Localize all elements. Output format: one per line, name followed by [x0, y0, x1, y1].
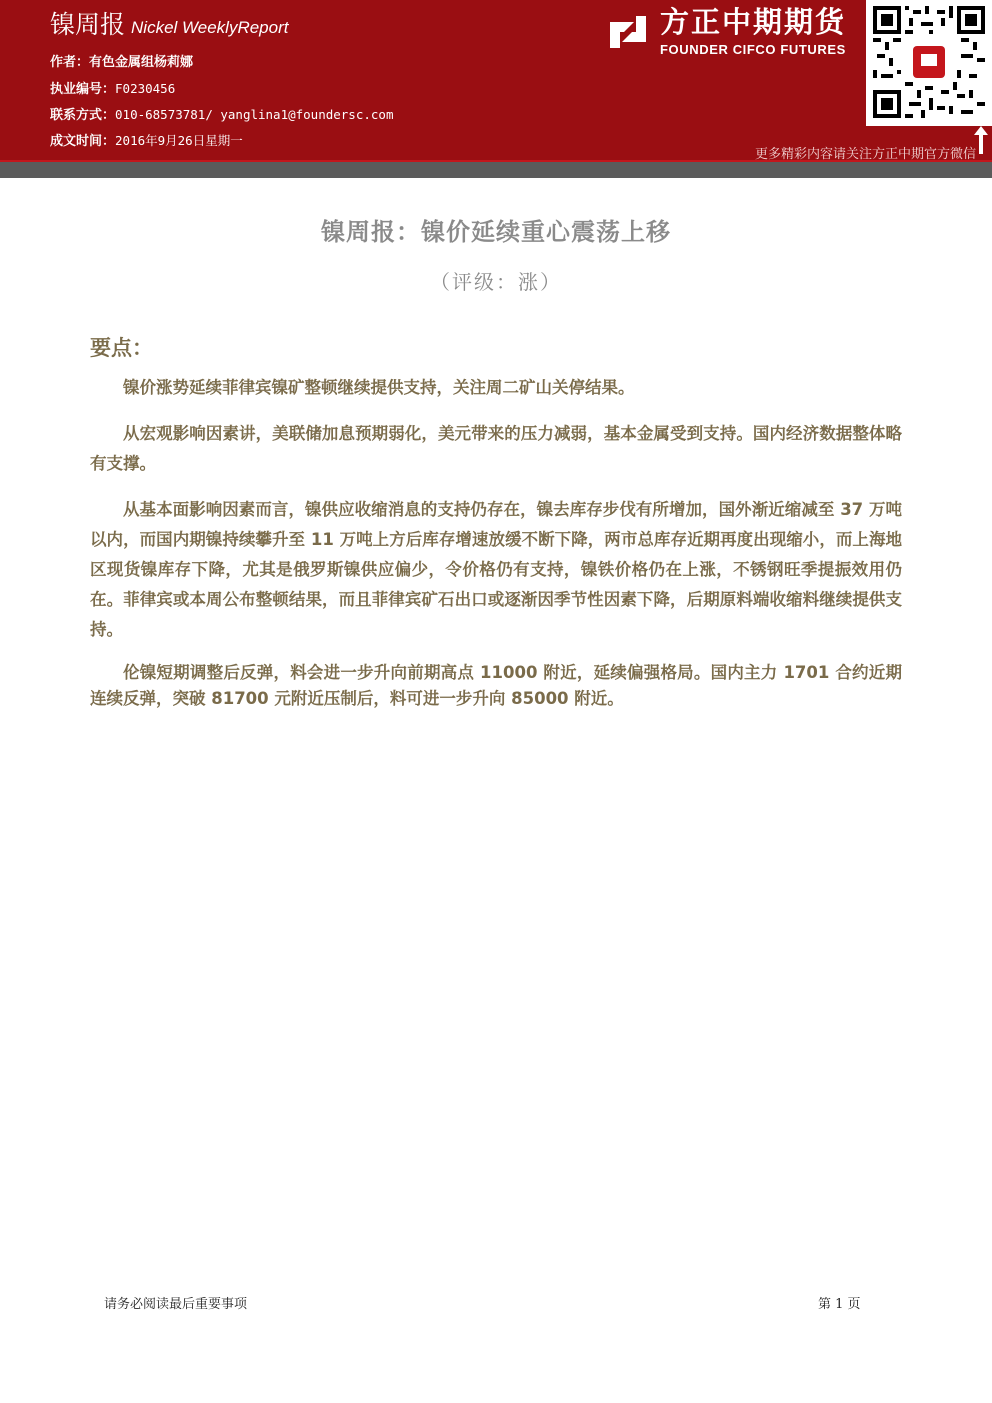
document-title: 镍周报：镍价延续重心震荡上移	[321, 218, 671, 246]
page-number: 第 1 页	[818, 1297, 861, 1312]
license-label: 执业编号：	[50, 82, 116, 97]
footer-notice: 请务必阅读最后重要事项	[104, 1297, 248, 1312]
founder-logo-icon	[604, 8, 652, 56]
up-arrow-icon	[974, 126, 988, 154]
follow-wechat-text: 更多精彩内容请关注方正中期官方微信	[754, 147, 976, 162]
key-points-heading: 要点：	[90, 336, 153, 360]
paragraph-1: 镍价涨势延续菲律宾镍矿整顿继续提供支持，关注周二矿山关停结果。	[123, 378, 635, 397]
paragraph-4: 伦镍短期调整后反弹，料会进一步升向前期高点 11000 附近，延续偏强格局。国内主力 1701 合约近期连续反弹，突破 81700 元附近压制后，料可进一步升向 85000 附近。	[90, 663, 902, 708]
report-title	[50, 8, 288, 45]
contact-value[interactable]: 010-68573781/ yanglina1@foundersc.com	[115, 107, 394, 122]
license-line	[50, 80, 175, 99]
date-value: 2016年9月26日星期一	[115, 133, 243, 148]
date-label: 成文时间：	[50, 134, 116, 149]
license-value: F0230456	[115, 81, 176, 96]
company-name-cn: 方正中期期货	[660, 5, 847, 39]
wechat-qr-code[interactable]	[866, 0, 992, 126]
paragraph-3: 从基本面影响因素而言，镍供应收缩消息的支持仍存在，镍去库存步伐有所增加，国外渐近缩减至 37 万吨以内，而国内期镍持续攀升至 11 万吨上方后库存增速放缓不断下降，两市总库存近期再度出现缩小，而上海地区现货镍库存下降，尤其是俄罗斯镍供应偏少，令价格仍有支持，镍铁价格仍在上涨，不锈钢旺季提振效用仍在。菲律宾或本周公布整顿结果，而且菲律宾矿石出口或逐渐因季节性因素下降，后期原料端收缩料继续提供支持。	[90, 500, 902, 639]
qr-code-icon	[873, 6, 985, 118]
contact-label: 联系方式：	[50, 108, 116, 123]
author-value: 有色金属组杨莉娜	[89, 55, 194, 70]
company-name-en: FOUNDER CIFCO FUTURES	[660, 42, 846, 57]
rating: （评级：涨）	[430, 270, 562, 294]
author-label: 作者：	[50, 55, 90, 70]
author-line	[50, 54, 193, 72]
report-title-en: Nickel WeeklyReport	[131, 18, 289, 37]
paragraph-2: 从宏观影响因素讲，美联储加息预期弱化，美元带来的压力减弱，基本金属受到支持。国内经济数据整体略有支撑。	[90, 424, 902, 473]
header-band	[0, 162, 992, 178]
contact-line	[50, 106, 393, 125]
report-title-cn: 镍周报	[50, 10, 126, 39]
date-line	[50, 132, 243, 151]
